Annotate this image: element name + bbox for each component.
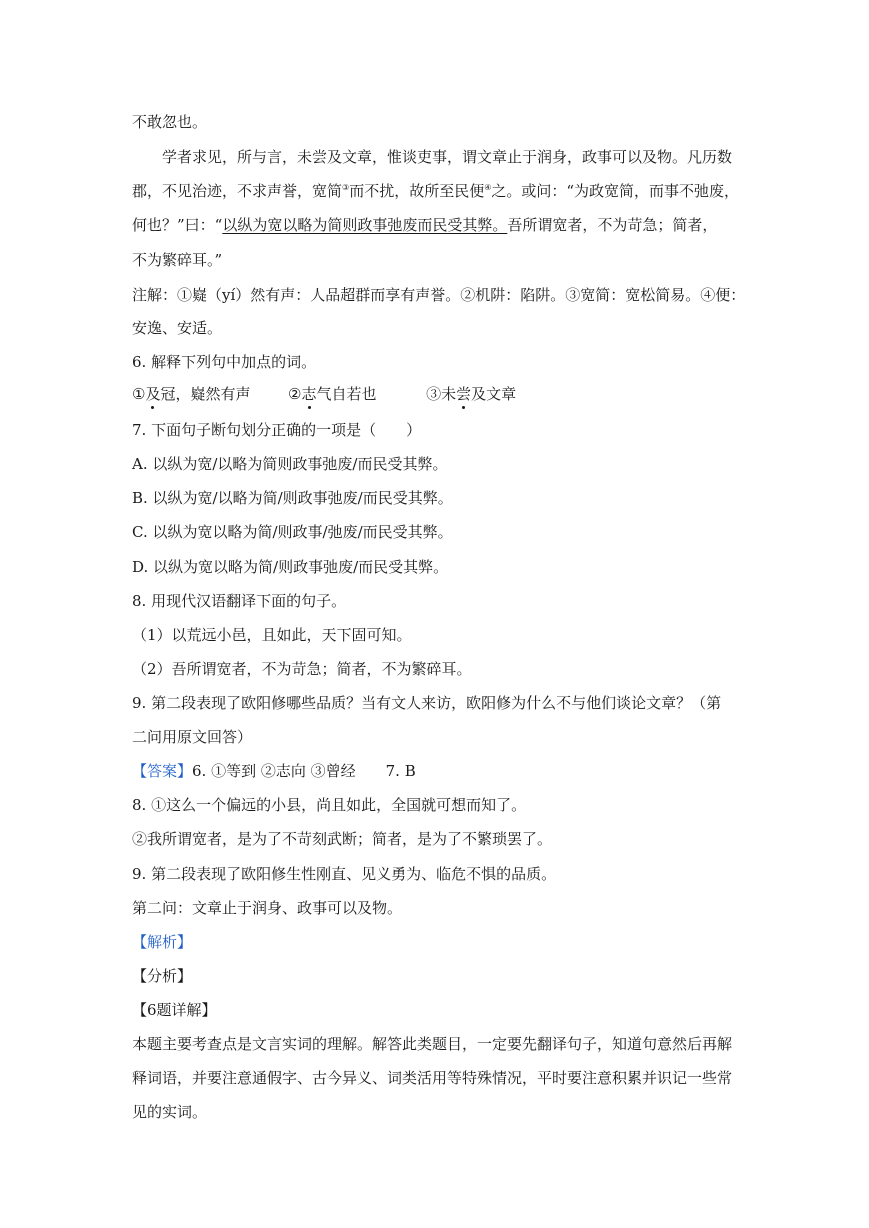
- passage-line: 不为繁碎耳。”: [132, 251, 223, 269]
- q6-item-text: ②: [288, 385, 302, 403]
- passage-line: [132, 215, 779, 235]
- q6-item-text: ③未: [426, 385, 457, 403]
- answer-line: [132, 761, 779, 781]
- analysis-tag: 【解析】: [132, 933, 193, 951]
- question-9-cont: 二问用原文回答）: [132, 728, 253, 746]
- question-6-items: [132, 384, 779, 404]
- footnote-marker: ④: [484, 183, 492, 192]
- question-9: 9. 第二段表现了欧阳修哪些品质？当有文人来访，欧阳修为什么不与他们谈论文章？（第: [132, 694, 722, 712]
- option-c: C. 以纵为宽以略为简/则政事/弛废/而民受其弊。: [132, 523, 453, 541]
- footnote-marker: ③: [342, 183, 350, 192]
- q6-item-text: ①: [132, 385, 146, 403]
- question-7: 7. 下面句子断句划分正确的一项是（ ）: [132, 421, 422, 439]
- explanation-line: 本题主要考查点是文言实词的理解。解答此类题目，一定要先翻译句子，知道句意然后再解: [132, 1035, 733, 1053]
- answer-8-line-1: 8. ①这么一个偏远的小县，尚且如此，全国就可想而知了。: [132, 796, 527, 814]
- answer-9-line-1: 9. 第二段表现了欧阳修生性刚直、见义勇为、临危不惧的品质。: [132, 865, 557, 883]
- question-8-part-1: （1）以荒远小邑，且如此，天下固可知。: [132, 626, 412, 644]
- passage-text: 郡，不见治迹，不求声誉，宽简: [132, 182, 343, 200]
- passage-line: [132, 181, 779, 201]
- passage-text: 何也？”曰：“: [132, 216, 223, 234]
- option-d: D. 以纵为宽以略为简/则政事弛废/而民受其弊。: [132, 558, 449, 576]
- option-b: B. 以纵为宽/以略为简/则政事弛废/而民受其弊。: [132, 489, 453, 507]
- answer-8-line-2: ②我所谓宽者，是为了不苛刻武断；简者，是为了不繁琐罢了。: [132, 830, 553, 848]
- answer-text: 6. ①等到 ②志向 ③曾经 7. B: [192, 762, 416, 780]
- question-8: 8. 用现代汉语翻译下面的句子。: [132, 592, 347, 610]
- annotation-line: 安逸、安适。: [132, 319, 223, 337]
- underlined-sentence: 以纵为宽以略为简则政事弛废而民受其弊。: [222, 216, 508, 234]
- q6-item-text: 气自若也: [316, 385, 377, 403]
- q6-item-1: [132, 385, 250, 403]
- answer-tag: 【答案】: [132, 762, 193, 780]
- q6-item-text: 及文章: [471, 385, 517, 403]
- analysis-heading: 【分析】: [132, 967, 193, 985]
- q6-detail-heading: 【6题详解】: [132, 1001, 217, 1019]
- passage-text: 之。或问：“为政宽简，而事不弛废，: [491, 182, 740, 200]
- dotted-word: 志: [301, 385, 317, 403]
- q6-item-2: [288, 385, 376, 403]
- explanation-line: 释词语，并要注意通假字、古今异义、词类活用等特殊情况，平时要注意积累并识记一些常: [132, 1069, 733, 1087]
- passage-line: 不敢忽也。: [132, 113, 208, 131]
- answer-9-line-2: 第二问：文章止于润身、政事可以及物。: [132, 899, 403, 917]
- passage-text: 而不扰，故所至民便: [349, 182, 485, 200]
- option-a: A. 以纵为宽/以略为简则政事弛废/而民受其弊。: [132, 455, 448, 473]
- dotted-word: 尝: [456, 385, 472, 403]
- question-8-part-2: （2）吾所谓宽者，不为苛急；简者，不为繁碎耳。: [132, 660, 472, 678]
- dotted-word: 及: [145, 385, 161, 403]
- question-6: 6. 解释下列句中加点的词。: [132, 353, 317, 371]
- annotation-line: 注解：①嶷（yí）然有声：人品超群而享有声誉。②机阱：陷阱。③宽简：宽松简易。④便：: [132, 286, 746, 304]
- passage-text: 吾所谓宽者，不为苛急；简者，: [507, 216, 718, 234]
- passage-paragraph-start: 学者求见，所与言，未尝及文章，惟谈吏事，谓文章止于润身，政事可以及物。凡历数: [162, 148, 733, 166]
- q6-item-3: [426, 385, 516, 403]
- q6-item-text: 冠，嶷然有声: [160, 385, 251, 403]
- explanation-line: 见的实词。: [132, 1103, 208, 1121]
